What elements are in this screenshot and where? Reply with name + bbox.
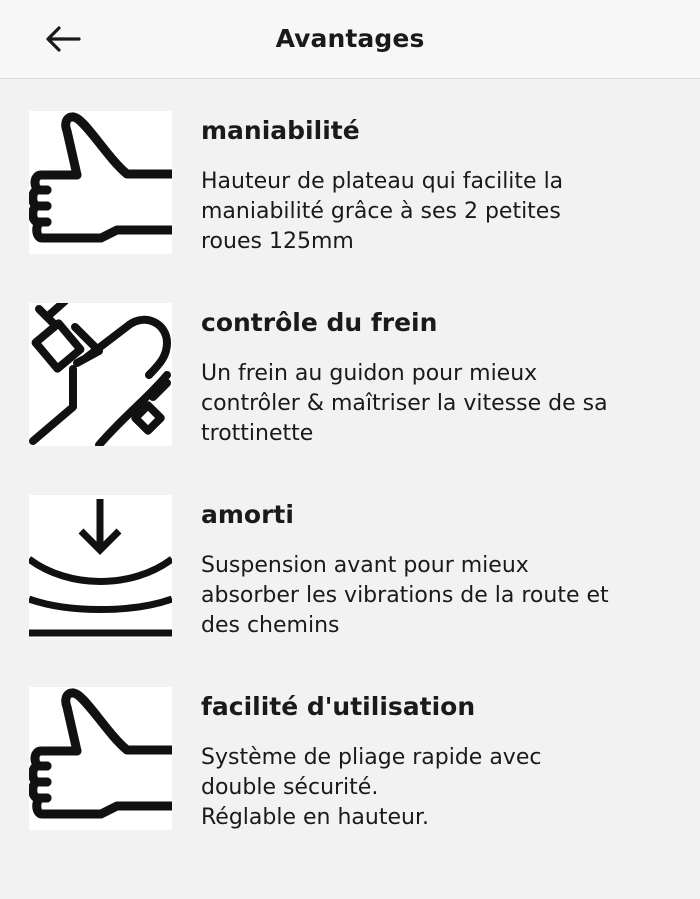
feature-description: Système de pliage rapide avec double sécurité. Réglable en hauteur. xyxy=(201,745,542,830)
feature-title: maniabilité xyxy=(201,116,360,145)
feature-description: Un frein au guidon pour mieux contrôler & maîtriser la vitesse de sa trottinette xyxy=(201,361,608,446)
feature-item-maniabilite xyxy=(0,110,700,270)
suspension-icon xyxy=(29,495,172,638)
thumbs-up-icon xyxy=(29,687,172,830)
feature-description: Suspension avant pour mieux absorber les vibrations de la route et des chemins xyxy=(201,553,609,638)
feature-description: Hauteur de plateau qui facilite la maniabilité grâce à ses 2 petites roues 125mm xyxy=(201,169,564,254)
feature-item-facilite-utilisation xyxy=(0,686,700,846)
feature-item-controle-du-frein xyxy=(0,302,700,462)
hand-brake-icon xyxy=(29,303,172,446)
feature-item-amorti xyxy=(0,494,700,654)
thumbs-up-icon xyxy=(29,111,172,254)
arrow-left-icon xyxy=(45,26,81,52)
feature-title: facilité d'utilisation xyxy=(201,692,476,721)
feature-title: contrôle du frein xyxy=(201,308,438,337)
page-title: Avantages xyxy=(275,24,425,53)
feature-title: amorti xyxy=(201,500,294,529)
back-button[interactable] xyxy=(40,18,86,60)
app-header xyxy=(0,0,700,79)
